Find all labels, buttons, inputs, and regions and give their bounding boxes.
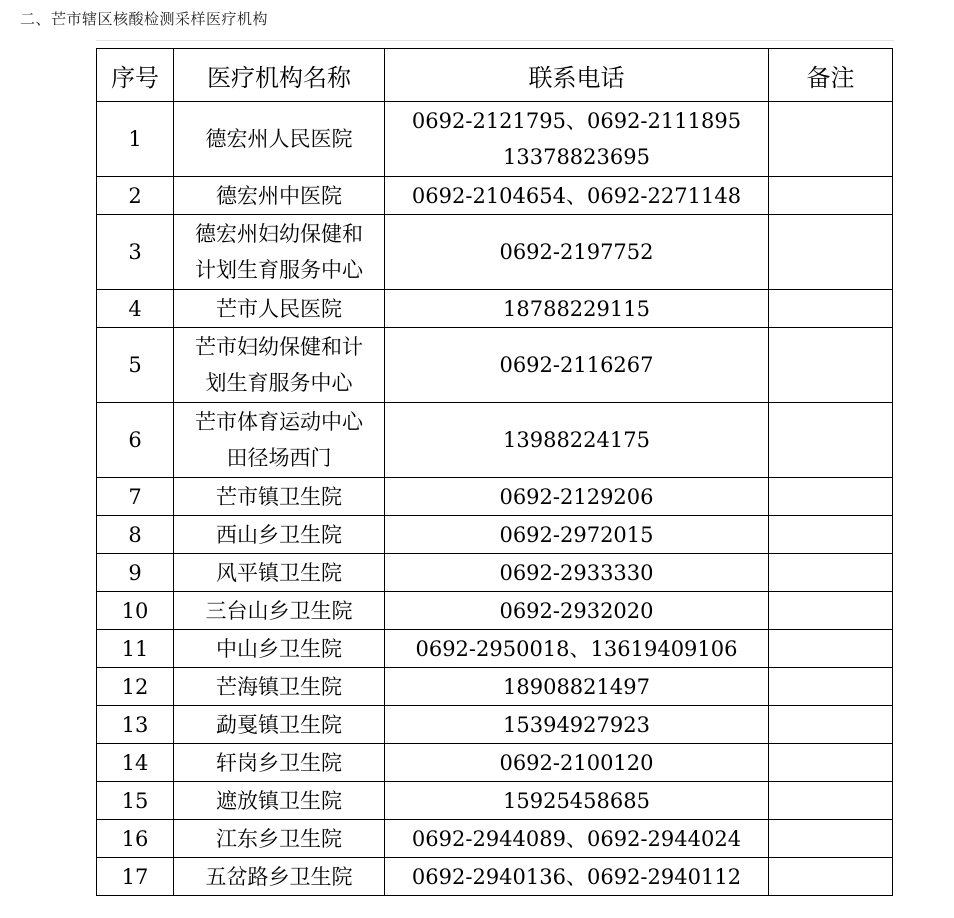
institution-name-line: 轩岗乡卫生院 [216, 750, 342, 775]
contact-phone [385, 478, 769, 516]
table-row [97, 328, 893, 403]
table-row [97, 102, 893, 177]
table-row [97, 858, 893, 896]
institution-name-line: 江东乡卫生院 [216, 826, 342, 851]
institution-name [174, 744, 385, 782]
remark-cell [769, 290, 893, 328]
institution-name-line: 划生育服务中心 [205, 371, 353, 395]
table-header-row [97, 49, 893, 102]
contact-phone [385, 177, 769, 215]
contact-phone [385, 820, 769, 858]
row-index: 12 [97, 668, 174, 706]
table-row [97, 478, 893, 516]
contact-phone-line: 13988224175 [503, 428, 650, 452]
remark-cell [769, 820, 893, 858]
row-index: 6 [97, 403, 174, 478]
row-index: 10 [97, 592, 174, 630]
institution-name [174, 215, 385, 290]
table-row [97, 820, 893, 858]
table-row [97, 516, 893, 554]
remark-cell [769, 782, 893, 820]
remark-cell [769, 554, 893, 592]
header-phone: 联系电话 [385, 49, 769, 102]
row-index: 11 [97, 630, 174, 668]
institution-name [174, 592, 385, 630]
institution-name-line: 芒市体育运动中心 [195, 410, 363, 434]
contact-phone-line: 0692-2940136、0692-2940112 [411, 864, 742, 889]
institution-name-line: 德宏州妇幼保健和 [195, 222, 363, 246]
remark-cell [769, 215, 893, 290]
header-remark: 备注 [769, 49, 893, 102]
institution-name-line: 德宏州人民医院 [205, 127, 353, 151]
institution-name-line: 风平镇卫生院 [216, 560, 342, 585]
contact-phone-line: 0692-2950018、13619409106 [415, 636, 738, 661]
institution-name-line: 德宏州中医院 [216, 183, 342, 208]
remark-cell [769, 516, 893, 554]
institution-name [174, 782, 385, 820]
institution-name-line: 中山乡卫生院 [216, 636, 342, 661]
divider [96, 40, 894, 41]
table-row [97, 215, 893, 290]
header-index: 序号 [97, 49, 174, 102]
remark-cell [769, 668, 893, 706]
contact-phone [385, 215, 769, 290]
contact-phone-line: 18908821497 [503, 674, 650, 699]
remark-cell [769, 102, 893, 177]
remark-cell [769, 328, 893, 403]
remark-cell [769, 744, 893, 782]
row-index: 5 [97, 328, 174, 403]
institution-name [174, 554, 385, 592]
table-row [97, 592, 893, 630]
contact-phone-line: 0692-2121795、0692-2111895 [411, 109, 742, 133]
institution-name [174, 102, 385, 177]
contact-phone [385, 668, 769, 706]
institution-name [174, 403, 385, 478]
contact-phone [385, 516, 769, 554]
contact-phone-line: 0692-2129206 [499, 484, 654, 509]
contact-phone-line: 0692-2104654、0692-2271148 [411, 183, 742, 208]
institution-name [174, 820, 385, 858]
table-row [97, 744, 893, 782]
contact-phone-line: 15925458685 [503, 788, 650, 813]
table-row [97, 630, 893, 668]
remark-cell [769, 858, 893, 896]
contact-phone [385, 706, 769, 744]
institution-name-line: 勐戛镇卫生院 [216, 712, 342, 737]
institution-name [174, 668, 385, 706]
institution-name-line: 遮放镇卫生院 [216, 788, 342, 813]
contact-phone [385, 858, 769, 896]
contact-phone-line: 13378823695 [503, 145, 650, 169]
institution-name-line: 芒市人民医院 [216, 296, 342, 321]
hospital-table [96, 48, 893, 896]
contact-phone [385, 592, 769, 630]
remark-cell [769, 403, 893, 478]
table-row [97, 706, 893, 744]
table-body [97, 102, 893, 896]
table-row [97, 177, 893, 215]
contact-phone-line: 0692-2100120 [499, 750, 654, 775]
table-row [97, 782, 893, 820]
contact-phone [385, 328, 769, 403]
institution-name [174, 706, 385, 744]
institution-name [174, 290, 385, 328]
contact-phone [385, 744, 769, 782]
row-index: 15 [97, 782, 174, 820]
row-index: 1 [97, 102, 174, 177]
institution-name [174, 630, 385, 668]
remark-cell [769, 630, 893, 668]
institution-name-line: 五岔路乡卫生院 [205, 864, 353, 889]
contact-phone-line: 0692-2944089、0692-2944024 [411, 826, 742, 851]
table-row [97, 290, 893, 328]
contact-phone-line: 15394927923 [503, 712, 650, 737]
contact-phone-line: 0692-2972015 [499, 522, 654, 547]
institution-name [174, 328, 385, 403]
contact-phone-line: 0692-2933330 [499, 560, 654, 585]
contact-phone [385, 630, 769, 668]
institution-name-line: 田径场西门 [226, 446, 332, 470]
row-index: 8 [97, 516, 174, 554]
contact-phone [385, 102, 769, 177]
row-index: 3 [97, 215, 174, 290]
table-row [97, 668, 893, 706]
contact-phone [385, 554, 769, 592]
row-index: 4 [97, 290, 174, 328]
section-heading: 二、芒市辖区核酸检测采样医疗机构 [20, 10, 269, 28]
contact-phone-line: 0692-2116267 [499, 353, 654, 377]
header-name: 医疗机构名称 [174, 49, 385, 102]
remark-cell [769, 478, 893, 516]
row-index: 16 [97, 820, 174, 858]
remark-cell [769, 706, 893, 744]
row-index: 7 [97, 478, 174, 516]
institution-name-line: 芒海镇卫生院 [216, 674, 342, 699]
row-index: 13 [97, 706, 174, 744]
institution-name-line: 芒市妇幼保健和计 [195, 335, 363, 359]
contact-phone [385, 403, 769, 478]
contact-phone [385, 290, 769, 328]
table-row [97, 554, 893, 592]
row-index: 14 [97, 744, 174, 782]
institution-name-line: 芒市镇卫生院 [216, 484, 342, 509]
row-index: 2 [97, 177, 174, 215]
institution-name [174, 516, 385, 554]
institution-name [174, 177, 385, 215]
contact-phone-line: 0692-2197752 [499, 240, 654, 264]
table-row [97, 403, 893, 478]
contact-phone-line: 0692-2932020 [499, 598, 654, 623]
remark-cell [769, 592, 893, 630]
row-index: 9 [97, 554, 174, 592]
institution-name-line: 西山乡卫生院 [216, 522, 342, 547]
institution-name [174, 858, 385, 896]
institution-name-line: 计划生育服务中心 [195, 258, 363, 282]
institution-name [174, 478, 385, 516]
remark-cell [769, 177, 893, 215]
contact-phone [385, 782, 769, 820]
institution-name-line: 三台山乡卫生院 [205, 598, 353, 623]
row-index: 17 [97, 858, 174, 896]
contact-phone-line: 18788229115 [503, 296, 650, 321]
